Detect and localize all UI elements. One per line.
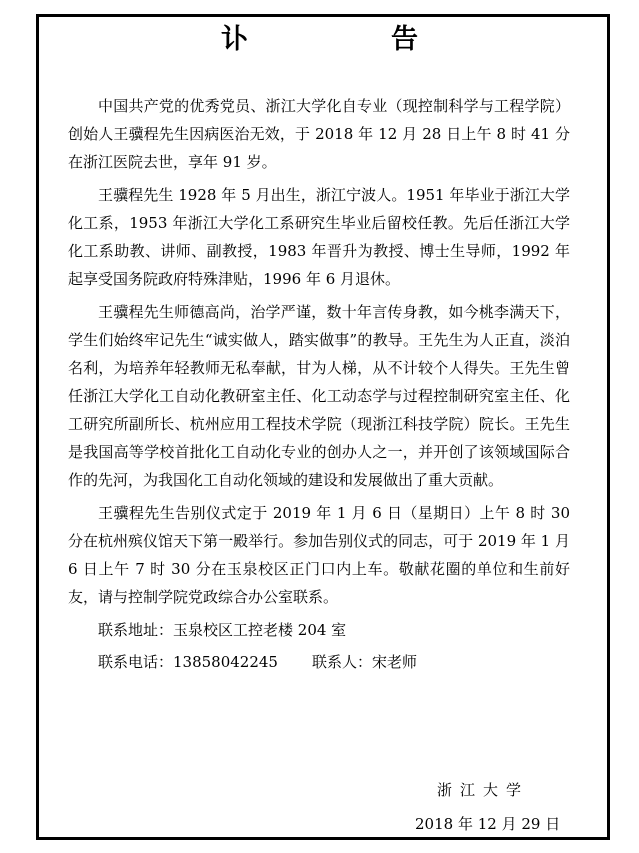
signature-date: 2018 年 12 月 29 日	[415, 815, 561, 833]
contact-phone: 联系电话：13858042245	[98, 653, 278, 671]
paragraph-biography: 王骥程先生 1928 年 5 月出生，浙江宁波人。1951 年毕业于浙江大学化工系，1953 年浙江大学化工系研究生毕业后留校任教。先后任浙江大学化工系助教、讲师、副教授，1983 年晋升为教授、博士生导师，1992 年起享受国务院政府特殊津贴，1996 年 6 月退休。	[68, 186, 570, 288]
signature-organization: 浙江大学	[437, 781, 530, 799]
contact-address: 联系地址：玉泉校区工控老楼 204 室	[98, 621, 347, 639]
contact-phone-row	[68, 648, 570, 676]
paragraph-death-announcement: 中国共产党的优秀党员、浙江大学化自专业（现控制科学与工程学院）创始人王骥程先生因病医治无效，于 2018 年 12 月 28 日上午 8 时 41 分在浙江医院去世，享年 91 岁。	[68, 97, 570, 171]
notice-title: 讣 告	[221, 24, 476, 55]
contact-person: 联系人：宋老师	[311, 653, 417, 671]
notice-body	[68, 92, 570, 676]
paragraph-achievements: 王骥程先生师德高尚，治学严谨，数十年言传身教，如今桃李满天下，学生们始终牢记先生“诚实做人，踏实做事”的教导。王先生为人正直，淡泊名利，为培养年轻教师无私奉献，甘为人梯，从不计较个人得失。王先生曾任浙江大学化工自动化教研室主任、化工动态学与过程控制研究室主任、化工研究所副所长、杭州应用工程技术学院（现浙江科技学院）院长。王先生是我国高等学校首批化工自动化专业的创办人之一，并开创了该领域国际合作的先河，为我国化工自动化领域的建设和发展做出了重大贡献。	[68, 303, 570, 489]
paragraph-funeral-arrangements: 王骥程先生告别仪式定于 2019 年 1 月 6 日（星期日）上午 8 时 30 分在杭州殡仪馆天下第一殿举行。参加告别仪式的同志，可于 2019 年 1 月 6 日上午 7 时 30 分在玉泉校区正门口内上车。敬献花圈的单位和生前好友，请与控制学院党政综合办公室联系。	[68, 504, 570, 606]
